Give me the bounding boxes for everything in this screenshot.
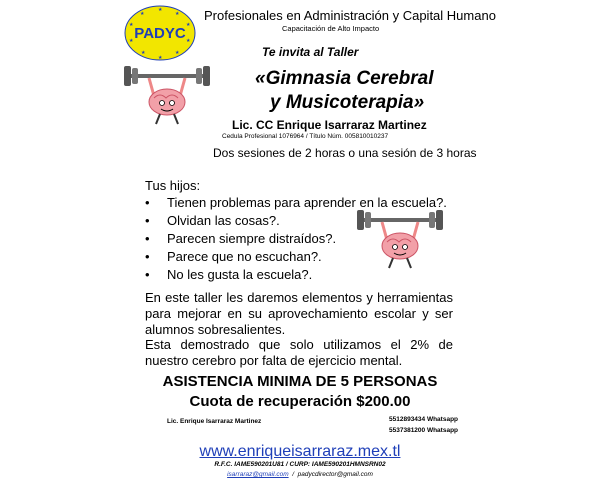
svg-text:★: ★	[141, 50, 146, 56]
website-link[interactable]: www.enriqueisarraraz.mex.tl	[199, 443, 401, 460]
svg-text:★: ★	[140, 11, 145, 17]
brain-lifting-dumbbell-icon	[355, 210, 445, 270]
email-text: padycdirector@gmail.com	[297, 471, 373, 478]
email-line	[0, 471, 600, 478]
email-separator: /	[288, 471, 298, 478]
fee: Cuota de recuperación $200.00	[189, 393, 411, 410]
phone-whatsapp-1: 5512893434 Whatsapp	[389, 416, 459, 423]
email-link[interactable]: isarraraz@gmail.com	[227, 471, 289, 478]
list-item: • Olvidan las cosas?.	[145, 213, 280, 228]
session-info: Dos sesiones de 2 horas o una sesión de 3 horas	[213, 146, 477, 160]
invite-text: Te invita al Taller	[262, 45, 359, 59]
svg-text:★: ★	[158, 55, 163, 61]
svg-text:★: ★	[186, 22, 191, 28]
svg-text:★: ★	[175, 50, 180, 56]
svg-text:★: ★	[129, 22, 134, 28]
list-item: • No les gusta la escuela?.	[145, 267, 313, 282]
professional-license: Cedula Profesional 1076964 / Título Núm. 005810010237	[222, 133, 389, 140]
organization-subtitle: Capacitación de Alto Impacto	[282, 24, 380, 33]
svg-text:★: ★	[129, 38, 134, 44]
phone-whatsapp-2: 5537381200 Whatsapp	[389, 427, 459, 434]
padyc-logo	[123, 4, 197, 62]
brain-usage-fact: Esta demostrado que solo utilizamos el 2% de nuestro cerebro por falta de ejercicio mental.	[145, 337, 453, 368]
workshop-title-line1: «Gimnasia Cerebral	[255, 68, 434, 89]
list-item: • Parecen siempre distraídos?.	[145, 231, 337, 246]
workshop-description: En este taller les daremos elementos y herramientas para mejorar en su aprovechamiento escolar y ser alumnos sobresalientes.	[145, 290, 453, 337]
list-item: • Parece que no escuchan?.	[145, 249, 322, 264]
logo-text: PADYC	[134, 25, 186, 42]
organization-name: Profesionales en Administración y Capital Humano	[204, 8, 496, 23]
tax-ids: R.F.C. IAME590201U81 / CURP: IAME590201HMNSRN02	[214, 461, 386, 468]
children-label: Tus hijos:	[145, 178, 201, 193]
presenter-name: Lic. CC Enrique Isarraraz Martinez	[232, 118, 427, 132]
svg-text:★: ★	[175, 11, 180, 17]
svg-text:★: ★	[158, 7, 163, 13]
minimum-attendance: ASISTENCIA MINIMA DE 5 PERSONAS	[162, 373, 438, 390]
list-item: • Tienen problemas para aprender en la escuela?.	[145, 195, 447, 210]
contact-name: Lic. Enrique Isarraraz Martinez	[167, 418, 262, 425]
svg-text:★: ★	[186, 38, 191, 44]
brain-lifting-dumbbell-icon	[122, 66, 212, 126]
workshop-title-line2: y Musicoterapia»	[270, 92, 425, 113]
